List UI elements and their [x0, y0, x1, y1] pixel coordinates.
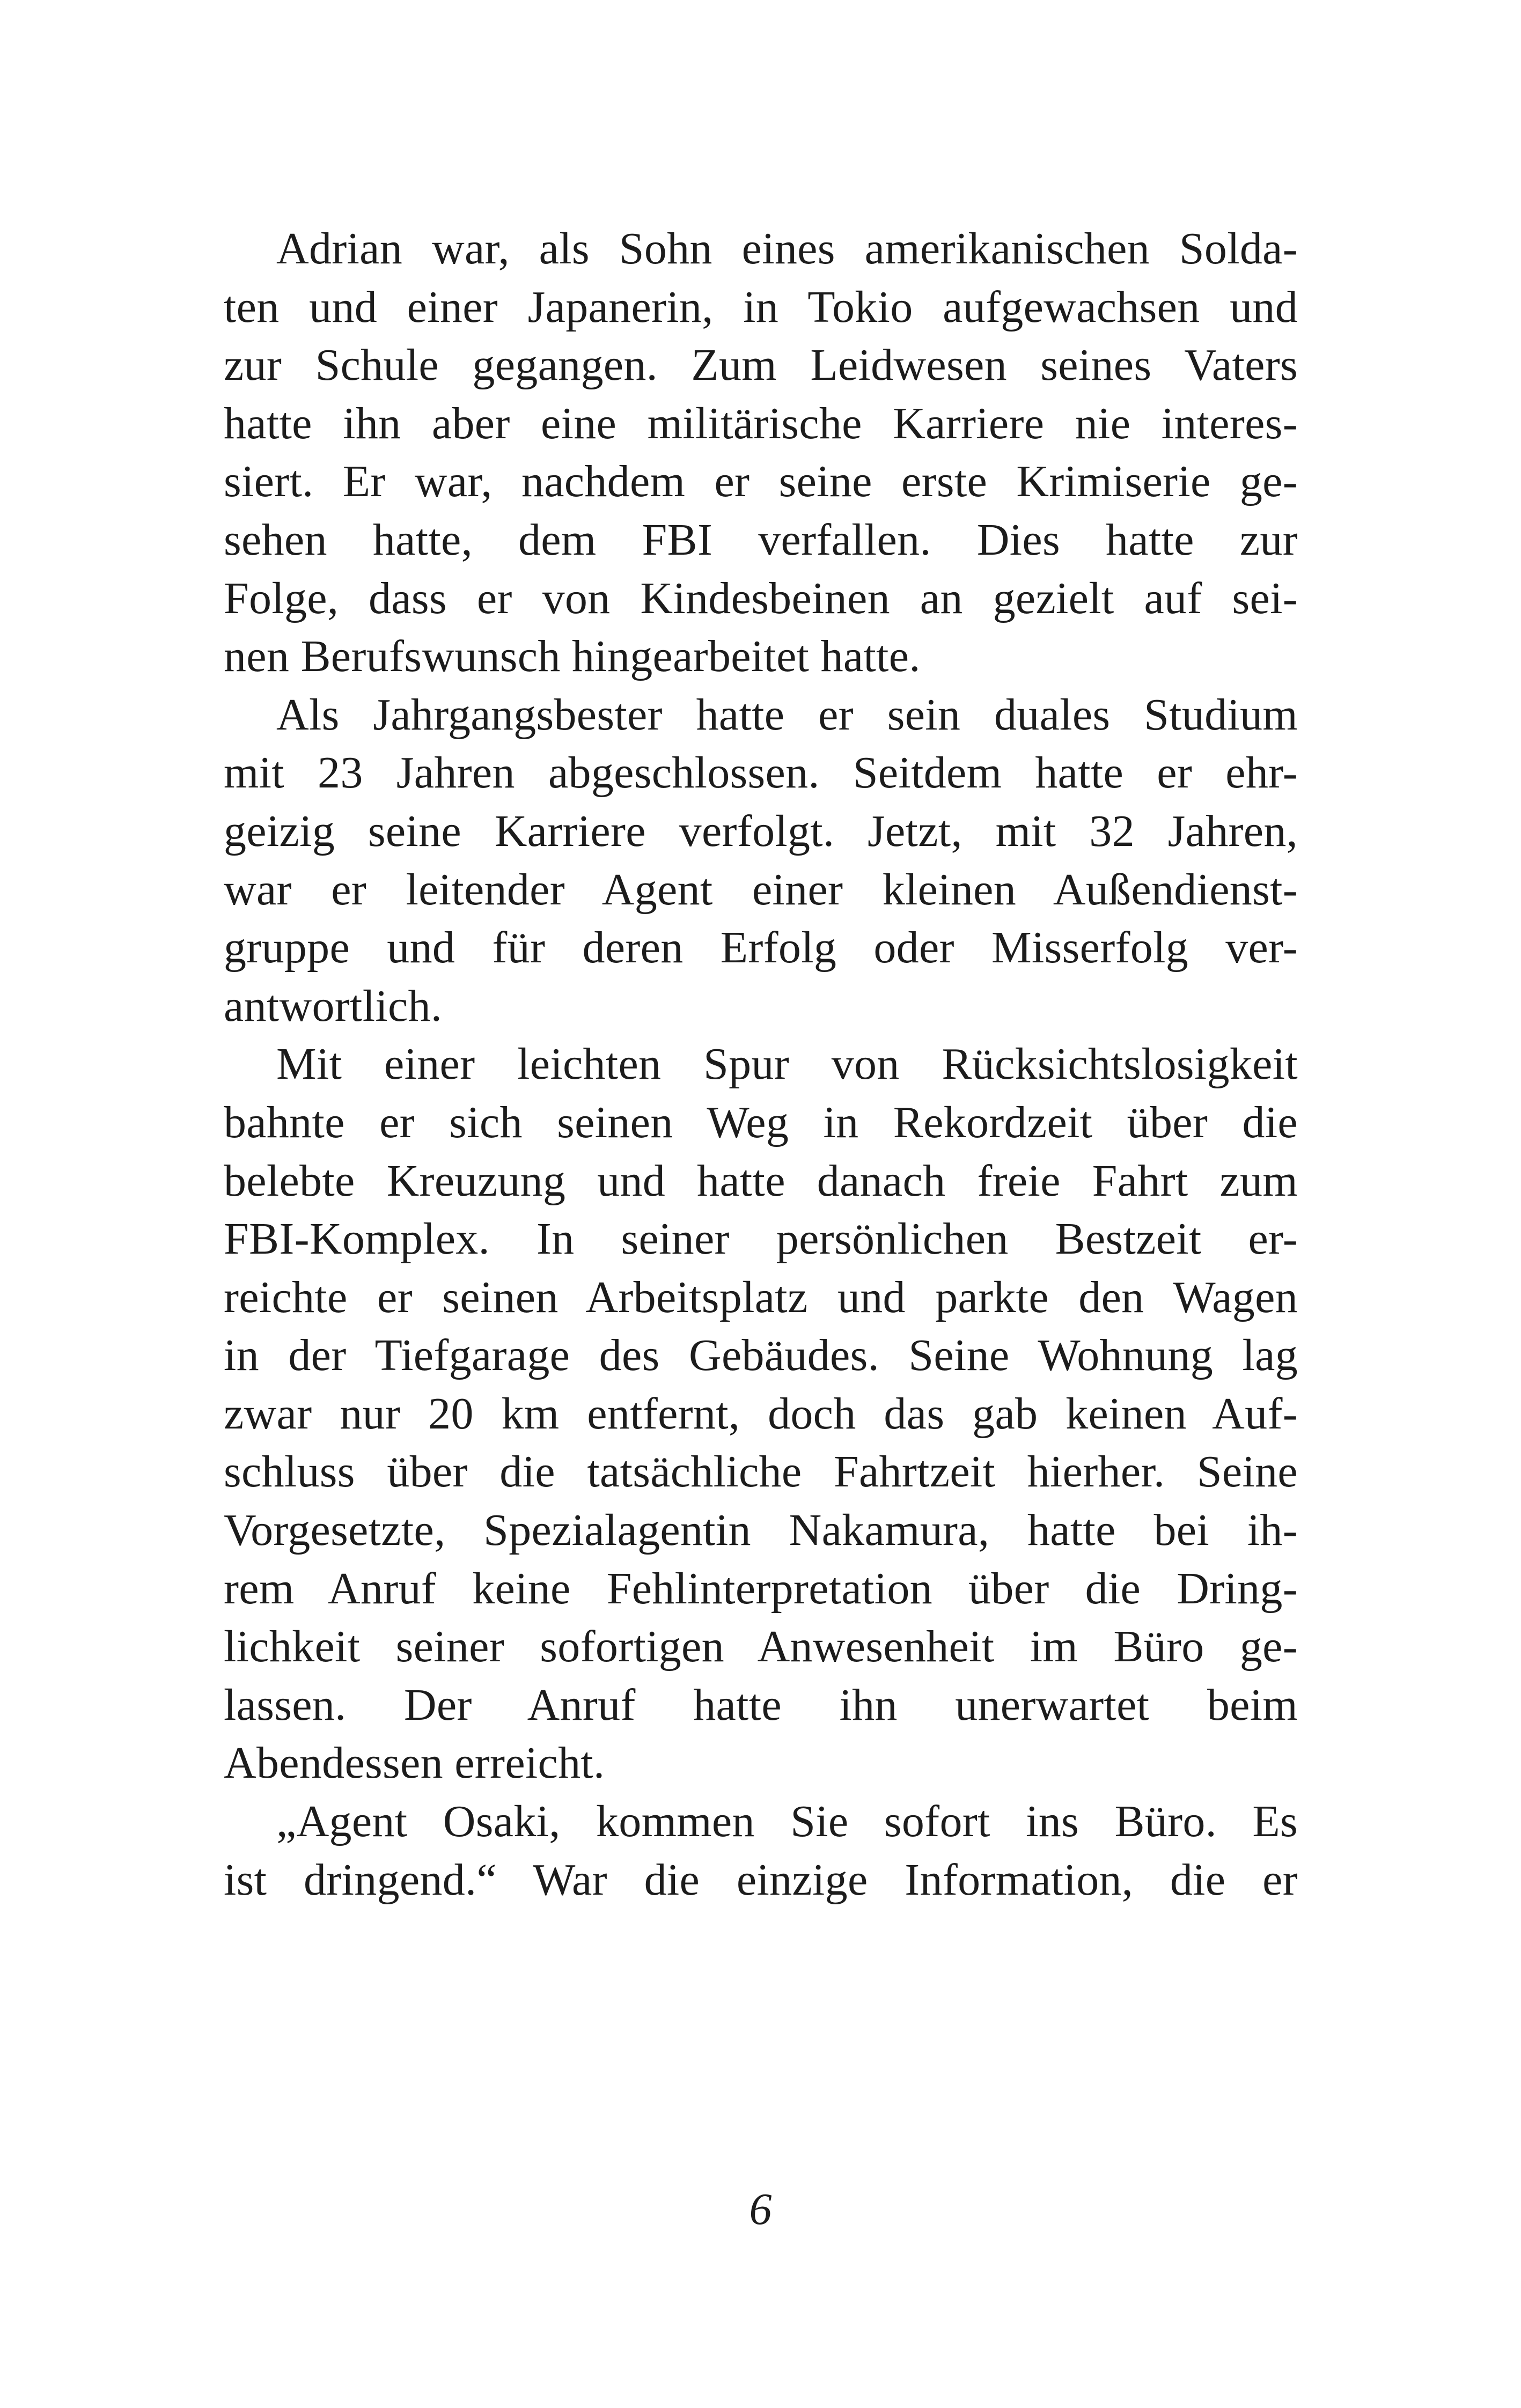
text-line: in der Tiefgarage des Gebäudes. Seine Wohnung lag [224, 1330, 1298, 1381]
paragraph-1 [224, 220, 1298, 686]
text-line: war er leitender Agent einer kleinen Außendienst- [224, 864, 1298, 915]
text-line: geizig seine Karriere verfolgt. Jetzt, mit 32 Jahren, [224, 806, 1298, 856]
text-line: antwortlich. [224, 981, 443, 1031]
paragraph-4 [224, 1793, 1298, 1909]
text-line: gruppe und für deren Erfolg oder Misserfolg ver- [224, 923, 1298, 973]
text-line: hatte ihn aber eine militärische Karriere nie interes- [224, 398, 1298, 448]
text-line: Mit einer leichten Spur von Rücksichtslosigkeit [276, 1039, 1298, 1089]
text-line: Adrian war, als Sohn eines amerikanischen Solda- [276, 224, 1298, 274]
text-line: sehen hatte, dem FBI verfallen. Dies hatte zur [224, 514, 1298, 565]
text-line: belebte Kreuzung und hatte danach freie Fahrt zum [224, 1155, 1298, 1206]
paragraph-3 [224, 1035, 1298, 1793]
text-line: zwar nur 20 km entfernt, doch das gab keinen Auf- [224, 1388, 1298, 1439]
text-line: zur Schule gegangen. Zum Leidwesen seines Vaters [224, 340, 1298, 391]
text-line: Als Jahrgangsbester hatte er sein duales Studium [276, 689, 1298, 740]
text-line: Vorgesetzte, Spezialagentin Nakamura, hatte bei ih- [224, 1505, 1298, 1556]
text-line: rem Anruf keine Fehlinterpretation über die Dring- [224, 1563, 1298, 1614]
text-line: siert. Er war, nachdem er seine erste Krimiserie ge- [224, 456, 1298, 507]
text-line: reichte er seinen Arbeitsplatz und parkte den Wagen [224, 1272, 1298, 1322]
text-line: lassen. Der Anruf hatte ihn unerwartet beim [224, 1680, 1298, 1730]
text-line: schluss über die tatsächliche Fahrtzeit hierher. Seine [224, 1447, 1298, 1497]
text-line: Abendessen erreicht. [224, 1738, 605, 1788]
text-line: nen Berufswunsch hingearbeitet hatte. [224, 631, 921, 682]
page-number: 6 [749, 2184, 772, 2234]
text-line: FBI-Komplex. In seiner persönlichen Bestzeit er- [224, 1214, 1298, 1264]
text-line: bahnte er sich seinen Weg in Rekordzeit über die [224, 1097, 1298, 1147]
body-text [224, 220, 1298, 1909]
text-line: mit 23 Jahren abgeschlossen. Seitdem hatte er ehr- [224, 748, 1298, 798]
text-line: „Agent Osaki, kommen Sie sofort ins Büro. Es [276, 1796, 1298, 1847]
text-line: ten und einer Japanerin, in Tokio aufgewachsen und [224, 282, 1298, 332]
text-line: lichkeit seiner sofortigen Anwesenheit im Büro ge- [224, 1622, 1298, 1672]
text-line: ist dringend.“ War die einzige Information, die er [224, 1854, 1298, 1905]
text-line: Folge, dass er von Kindesbeinen an gezielt auf sei- [224, 573, 1298, 623]
paragraph-2 [224, 686, 1298, 1036]
